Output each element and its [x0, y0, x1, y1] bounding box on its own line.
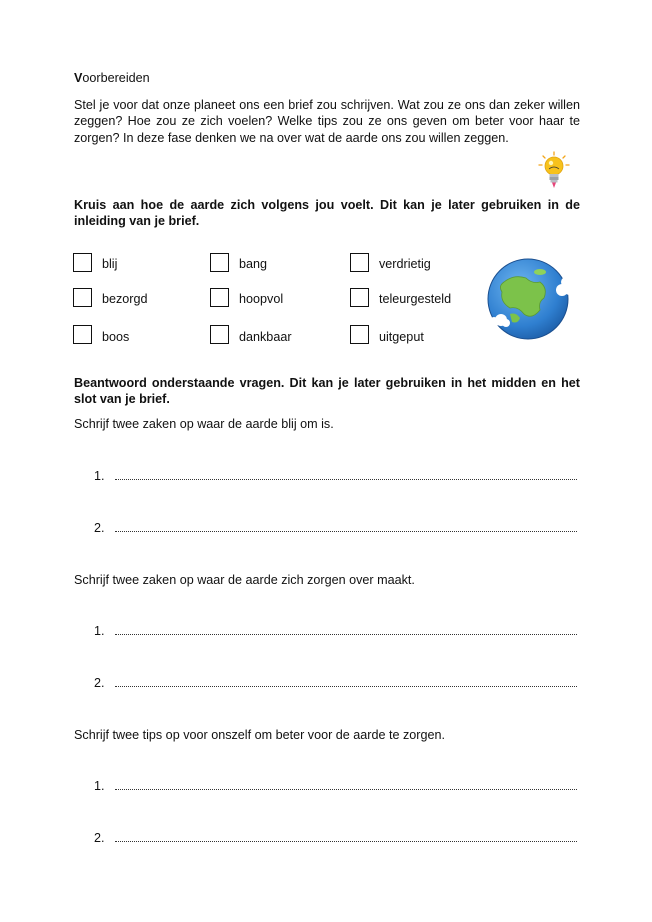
question-prompt: Schrijf twee tips op voor onszelf om beter voor de aarde te zorgen.	[74, 728, 446, 742]
answer-number: 1.	[94, 779, 105, 793]
checkbox-uitgeput[interactable]	[350, 325, 369, 344]
answer-line[interactable]	[115, 787, 577, 790]
question-prompt: Schrijf twee zaken op waar de aarde zich zorgen over maakt.	[74, 573, 415, 587]
answer-line[interactable]	[115, 529, 577, 532]
checkbox-verdrietig[interactable]	[350, 253, 369, 272]
checkbox-label: bang	[239, 257, 268, 271]
answer-number: 2.	[94, 676, 105, 690]
answer-line[interactable]	[115, 632, 577, 635]
checkbox-label: boos	[102, 330, 130, 344]
checkbox-hoopvol[interactable]	[210, 288, 229, 307]
answer-line[interactable]	[115, 839, 577, 842]
checkbox-label: bezorgd	[102, 292, 148, 306]
checkbox-blij[interactable]	[73, 253, 92, 272]
checkbox-label: blij	[102, 257, 118, 271]
page-title: Voorbereiden	[74, 71, 150, 85]
section2-heading: Beantwoord onderstaande vragen. Dit kan je later gebruiken in het midden en het slot van je brief.	[74, 376, 580, 407]
intro-paragraph: Stel je voor dat onze planeet ons een brief zou schrijven. Wat zou ze ons dan zeker willen zeggen? Hoe zou ze zich voelen? Welke tips zou ze ons geven om beter voor haar te zorgen? In deze fase denken we na over wat de aarde ons zou willen zeggen.	[74, 98, 580, 145]
answer-line[interactable]	[115, 477, 577, 480]
checkbox-bang[interactable]	[210, 253, 229, 272]
checkbox-teleurgesteld[interactable]	[350, 288, 369, 307]
checkbox-dankbaar[interactable]	[210, 325, 229, 344]
checkbox-label: hoopvol	[239, 292, 284, 306]
checkbox-label: dankbaar	[239, 330, 292, 344]
earth-globe-icon	[480, 252, 580, 344]
answer-number: 2.	[94, 521, 105, 535]
checkbox-label: verdrietig	[379, 257, 431, 271]
question-prompt: Schrijf twee zaken op waar de aarde blij om is.	[74, 417, 334, 431]
lightbulb-icon	[537, 151, 571, 189]
answer-line[interactable]	[115, 684, 577, 687]
checkbox-label: teleurgesteld	[379, 292, 452, 306]
section1-heading: Kruis aan hoe de aarde zich volgens jou voelt. Dit kan je later gebruiken in de inleiding van je brief.	[74, 198, 580, 229]
answer-number: 1.	[94, 469, 105, 483]
answer-number: 2.	[94, 831, 105, 845]
checkbox-label: uitgeput	[379, 330, 424, 344]
answer-number: 1.	[94, 624, 105, 638]
checkbox-bezorgd[interactable]	[73, 288, 92, 307]
checkbox-boos[interactable]	[73, 325, 92, 344]
